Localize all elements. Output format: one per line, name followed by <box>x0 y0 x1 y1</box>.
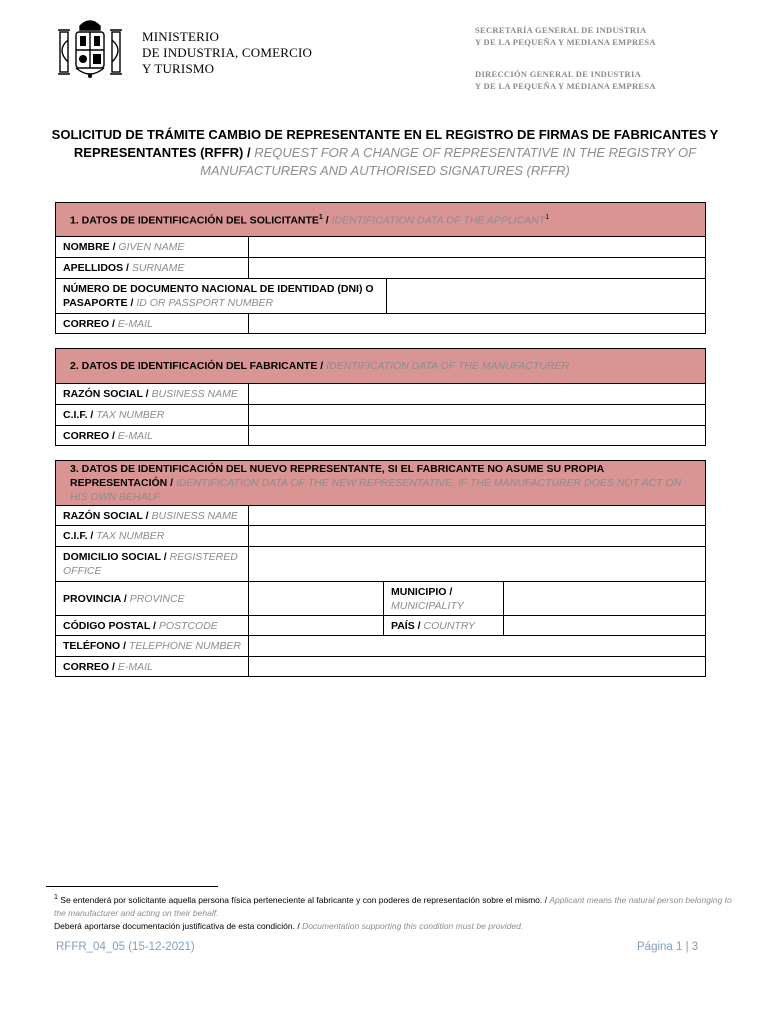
label-spanish: NÚMERO DE DOCUMENTO NACIONAL DE IDENTIDAD (DNI) O PASAPORTE / <box>63 283 374 309</box>
manufacturer-tax-number-field[interactable] <box>249 405 706 426</box>
ministry-line: DE INDUSTRIA, COMERCIO <box>142 45 313 60</box>
heading-english: IDENTIFICATION DATA OF THE MANUFACTURER <box>326 360 570 372</box>
label-english: SURNAME <box>131 262 185 274</box>
label-english: BUSINESS NAME <box>151 509 238 522</box>
label-spanish: APELLIDOS / <box>63 262 132 274</box>
field-label <box>56 657 249 677</box>
country-field[interactable] <box>504 616 706 636</box>
field-label <box>56 616 249 636</box>
field-label <box>56 426 249 446</box>
label-spanish: PAÍS / <box>391 619 424 632</box>
manufacturer-section <box>55 348 706 446</box>
footnote-divider <box>46 886 218 887</box>
coat-of-arms-icon <box>54 14 126 86</box>
label-spanish: C.I.F. / <box>63 409 97 421</box>
manufacturer-email-field[interactable] <box>249 426 706 446</box>
field-label <box>56 547 249 582</box>
section-heading <box>56 349 706 384</box>
given-name-field[interactable] <box>249 237 706 258</box>
field-label <box>56 526 249 547</box>
field-label <box>56 506 249 526</box>
field-label <box>56 582 249 616</box>
label-spanish: DOMICILIO SOCIAL / <box>63 551 170 563</box>
footnote-spanish: Se entenderá por solicitante aquella persona física perteneciente al fabricante y con poderes de representación sobre el mismo. / <box>57 894 550 905</box>
municipality-field[interactable] <box>504 582 706 616</box>
label-spanish: TELÉFONO / <box>63 640 129 652</box>
label-english: TAX NUMBER <box>96 409 165 421</box>
page-number: Página 1 | 3 <box>637 941 699 953</box>
form-title <box>50 126 720 180</box>
secretaria-line: SECRETARÍA GENERAL DE INDUSTRIA <box>475 25 647 35</box>
applicant-email-field[interactable] <box>249 314 706 334</box>
label-spanish: CORREO / <box>63 660 118 673</box>
label-spanish: NOMBRE / <box>63 241 119 253</box>
representative-tax-number-field[interactable] <box>249 526 706 547</box>
field-label <box>56 279 387 314</box>
label-english: PROVINCE <box>129 592 185 605</box>
field-label <box>56 314 249 334</box>
field-label <box>56 636 249 657</box>
field-label <box>56 384 249 405</box>
ministry-line: MINISTERIO <box>142 29 220 44</box>
label-english: POSTCODE <box>158 619 218 632</box>
direccion-general <box>475 68 656 92</box>
province-field[interactable] <box>249 582 384 616</box>
label-spanish: CÓDIGO POSTAL / <box>63 619 159 632</box>
representative-email-field[interactable] <box>249 657 706 677</box>
telephone-field[interactable] <box>249 636 706 657</box>
heading-english: IDENTIFICATION DATA OF THE APPLICANT <box>331 214 546 227</box>
label-english: BUSINESS NAME <box>151 388 238 400</box>
applicant-section <box>55 202 706 334</box>
label-spanish: C.I.F. / <box>63 530 97 542</box>
footnote <box>54 891 734 933</box>
footnote-spanish: Deberá aportarse documentación justificativa de esta condición. / <box>54 920 303 931</box>
surname-field[interactable] <box>249 258 706 279</box>
label-spanish: RAZÓN SOCIAL / <box>63 388 152 400</box>
footnote-ref: 1 <box>318 214 323 222</box>
heading-spanish: 1. DATOS DE IDENTIFICACIÓN DEL SOLICITANTE <box>70 214 319 227</box>
label-spanish: MUNICIPIO / <box>391 585 453 598</box>
footnote-english: Applicant means the natural person belonging to the manufacturer and acting on their behalf. <box>54 894 732 918</box>
label-spanish: RAZÓN SOCIAL / <box>63 509 152 522</box>
field-label <box>56 237 249 258</box>
label-english: REGISTERED OFFICE <box>63 551 238 577</box>
label-spanish: CORREO / <box>63 429 118 442</box>
direccion-line: DIRECCIÓN GENERAL DE INDUSTRIA <box>475 69 642 79</box>
footnote-ref: 1 <box>545 214 550 222</box>
label-english: TELEPHONE NUMBER <box>128 640 241 652</box>
registered-office-field[interactable] <box>249 547 706 582</box>
field-label <box>384 582 504 616</box>
footnote-line <box>54 891 734 920</box>
heading-separator: / <box>322 214 332 227</box>
title-english: REQUEST FOR A CHANGE OF REPRESENTATIVE IN THE REGISTRY OF MANUFACTURERS AND AUTHORISED SIGNATURES (RFFR) <box>200 145 697 178</box>
label-spanish: PROVINCIA / <box>63 592 130 605</box>
heading-spanish: 3. DATOS DE IDENTIFICACIÓN DEL NUEVO REPRESENTANTE, SI EL FABRICANTE NO ASUME SU PROPIA REPRESENTACIÓN / <box>70 463 604 489</box>
label-english: TAX NUMBER <box>96 530 165 542</box>
representative-section <box>55 460 706 677</box>
secretaria-line: Y DE LA PEQUEÑA Y MEDIANA EMPRESA <box>475 37 656 47</box>
footnote-english: Documentation supporting this condition must be provided. <box>302 920 524 931</box>
footnote-line <box>54 920 734 933</box>
direccion-line: Y DE LA PEQUEÑA Y MEDIANA EMPRESA <box>475 81 656 91</box>
id-number-field[interactable] <box>387 279 706 314</box>
heading-english: IDENTIFICATION DATA OF THE NEW REPRESENTATIVE, IF THE MANUFACTURER DOES NOT ACT ON HIS OWN BEHALF <box>70 477 682 503</box>
label-english: E-MAIL <box>117 429 153 442</box>
ministry-line: Y TURISMO <box>142 61 215 76</box>
ministry-name <box>142 29 312 77</box>
label-english: MUNICIPALITY <box>391 599 464 612</box>
heading-spanish: 2. DATOS DE IDENTIFICACIÓN DEL FABRICANTE / <box>70 360 327 372</box>
field-label <box>56 405 249 426</box>
secretaria-general <box>475 24 656 48</box>
form-code: RFFR_04_05 (15-12-2021) <box>56 941 195 953</box>
label-english: COUNTRY <box>423 619 476 632</box>
postcode-field[interactable] <box>249 616 384 636</box>
representative-business-name-field[interactable] <box>249 506 706 526</box>
label-spanish: CORREO / <box>63 317 118 330</box>
manufacturer-business-name-field[interactable] <box>249 384 706 405</box>
section-heading <box>56 203 706 237</box>
title-spanish: SOLICITUD DE TRÁMITE CAMBIO DE REPRESENTANTE EN EL REGISTRO DE FIRMAS DE FABRICANTES Y REPRESENTANTES (RFFR) / <box>51 127 719 160</box>
field-label <box>56 258 249 279</box>
page-header <box>0 0 768 100</box>
section-heading <box>56 461 706 506</box>
label-english: E-MAIL <box>117 660 153 673</box>
label-english: E-MAIL <box>117 317 153 330</box>
label-english: GIVEN NAME <box>118 241 185 253</box>
footnote-mark: 1 <box>54 893 58 901</box>
label-english: ID OR PASSPORT NUMBER <box>136 297 274 309</box>
field-label <box>384 616 504 636</box>
